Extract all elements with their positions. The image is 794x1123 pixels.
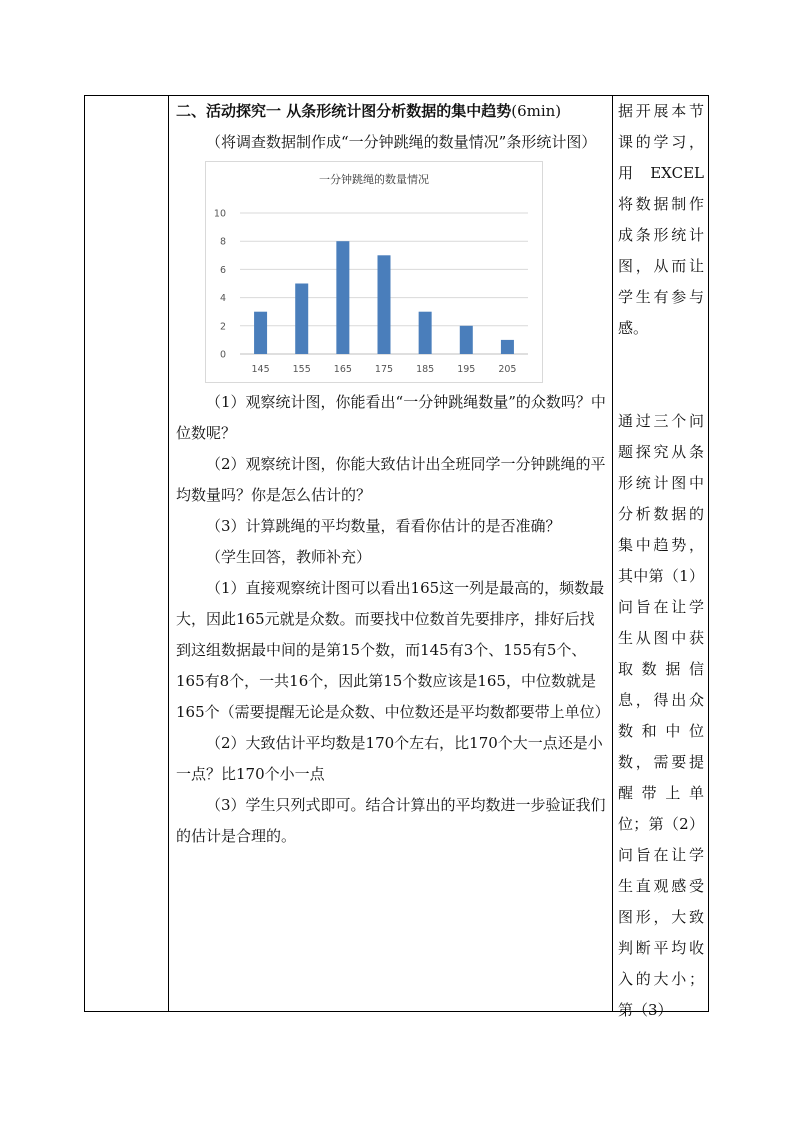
y-tick-label: 0 (219, 349, 226, 361)
bar (254, 312, 267, 354)
table-bottom-border (84, 1011, 709, 1012)
bar-chart-svg (206, 162, 542, 382)
teacher-note: （学生回答，教师补充） (206, 548, 372, 566)
bar (336, 241, 349, 354)
x-tick-label: 165 (333, 364, 352, 375)
question-2: （2）观察统计图，你能大致估计出全班同学一分钟跳绳的平均数量吗？你是怎么估计的？ (176, 455, 606, 504)
x-tick-label: 195 (457, 364, 476, 375)
x-tick-label: 205 (498, 364, 517, 375)
y-tick-label: 2 (219, 321, 226, 333)
y-tick-label: 4 (219, 293, 226, 305)
bar (501, 340, 514, 354)
y-tick-label: 10 (213, 208, 226, 220)
side-note-1-text: 据开展本节课的学习，用 EXCEL 将数据制作成条形统计图，从而让学生有参与感。 (618, 102, 704, 337)
bar (460, 326, 473, 354)
answer-3: （3）学生只列式即可。结合计算出的平均数进一步验证我们的估计是合理的。 (176, 796, 606, 845)
x-tick-label: 145 (251, 364, 270, 375)
table-col-divider-2 (612, 95, 613, 1012)
bar-chart (205, 161, 543, 383)
question-1: （1）观察统计图，你能看出“一分钟跳绳数量”的众数吗？中位数呢？ (176, 393, 606, 442)
table-left-border (84, 95, 85, 1012)
side-note-2-text: 通过三个问题探究从条形统计图中分析数据的集中趋势，其中第（1）问旨在让学生从图中获取数据信息，得出众数和中位数，需要提醒带上单位；第（2）问旨在让学生直观感受图形，大致判断平均收入的大小；第（3） (618, 412, 704, 1019)
y-tick-label: 8 (219, 236, 226, 248)
x-tick-label: 155 (292, 364, 311, 375)
section-heading-time: (6min) (511, 102, 562, 120)
bar (378, 255, 391, 354)
answer-1: （1）直接观察统计图可以看出165这一列是最高的，频数最大，因此165元就是众数。而要找中位数首先要排序，排好后找到这组数据最中间的是第15个数，而145有3个、155有5个、165有8个，一共16个，因此第15个数应该是165，中位数就是165个（需要提醒无论是众数、中位数还是平均数都要带上单位） (176, 579, 610, 721)
y-tick-label: 6 (219, 264, 226, 276)
side-note-1 (618, 96, 704, 344)
answer-2: （2）大致估计平均数是170个左右，比170个大一点还是小一点？比170个小一点 (176, 734, 603, 783)
table-col-divider-1 (168, 95, 169, 1012)
bar (295, 284, 308, 355)
section-heading-text: 二、活动探究一 从条形统计图分析数据的集中趋势 (176, 102, 512, 120)
instruction-text: （将调查数据制作成“一分钟跳绳的数量情况”条形统计图） (206, 133, 597, 151)
x-tick-label: 185 (416, 364, 435, 375)
side-note-2 (618, 406, 704, 1026)
table-right-border (708, 95, 709, 1012)
x-tick-label: 175 (374, 364, 394, 375)
bar (419, 312, 432, 354)
section-heading (176, 96, 608, 127)
main-content-cell (176, 96, 608, 852)
question-3: （3）计算跳绳的平均数量，看看你估计的是否准确？ (206, 517, 561, 535)
chart-title: 一分钟跳绳的数量情况 (319, 173, 429, 186)
